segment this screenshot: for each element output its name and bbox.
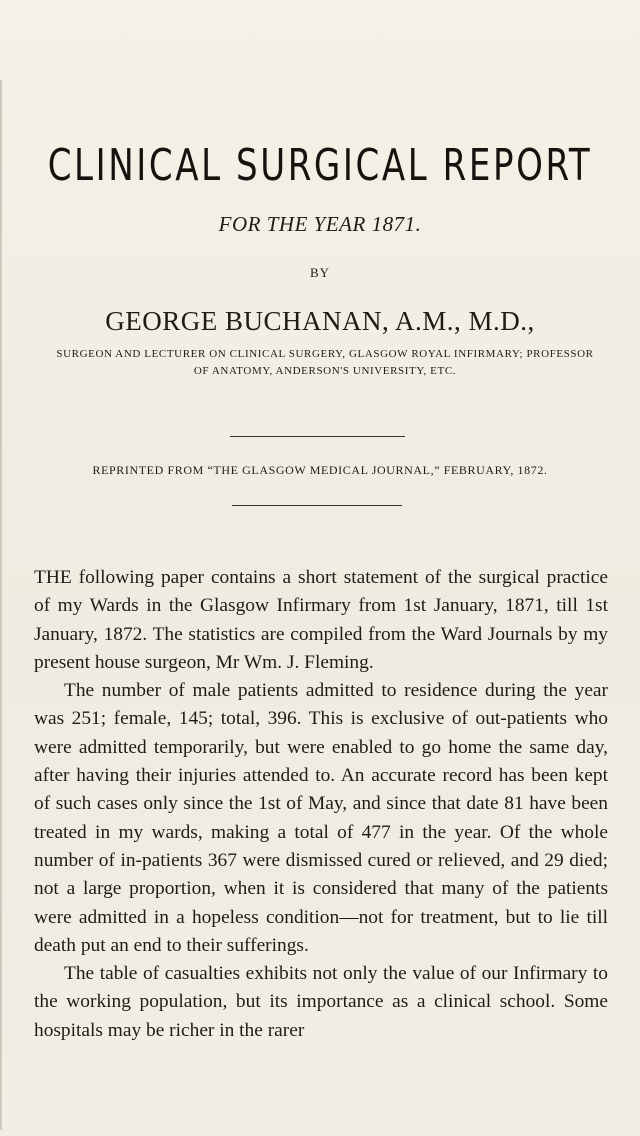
reprint-note: REPRINTED FROM “THE GLASGOW MEDICAL JOURNAL,” FEBRUARY, 1872. [92, 463, 548, 477]
body-text [34, 564, 608, 1045]
divider-bottom [232, 505, 402, 506]
author-credentials: SURGEON AND LECTURER ON CLINICAL SURGERY, GLASGOW ROYAL INFIRMARY; PROFESSOR OF ANATOMY, ANDERSON'S UNIVERSITY, ETC. [56, 348, 594, 377]
body-paragraph: The table of casualties exhibits not only the value of our Infirmary to the working population, but its importance as a clinical school. Some hospitals may be richer in the rarer [34, 963, 608, 1041]
report-title: CLINICAL SURGICAL REPORT [47, 140, 593, 191]
body-paragraph: The number of male patients admitted to residence during the year was 251; female, 145; total, 396. This is exclusive of out-patients who were admitted temporarily, but were enabled to go home the same day, after having their injuries attended to. An accurate record has been kept of such cases only since the 1st of May, and since that date 81 have been treated in my wards, making a total of 477 in the year. Of the whole number of in-patients 367 were dismissed cured or relieved, and 29 died; not a large proportion, when it is considered that many of the patients were admitted in a hopeless condition—not for treatment, but to lie till death put an end to their sufferings. [34, 680, 608, 956]
body-paragraph: THE following paper contains a short statement of the surgical practice of my Wards in the Glasgow Infirmary from 1st January, 1871, till 1st January, 1872. The statistics are compiled from the Ward Journals by my present house surgeon, Mr Wm. J. Fleming. [34, 567, 608, 673]
author-name: GEORGE BUCHANAN, A.M., M.D., [105, 306, 535, 336]
byline-label: BY [309, 265, 331, 280]
page-edge-line [0, 80, 2, 1130]
divider-top [230, 436, 405, 437]
report-subtitle: FOR THE YEAR 1871. [218, 212, 422, 236]
